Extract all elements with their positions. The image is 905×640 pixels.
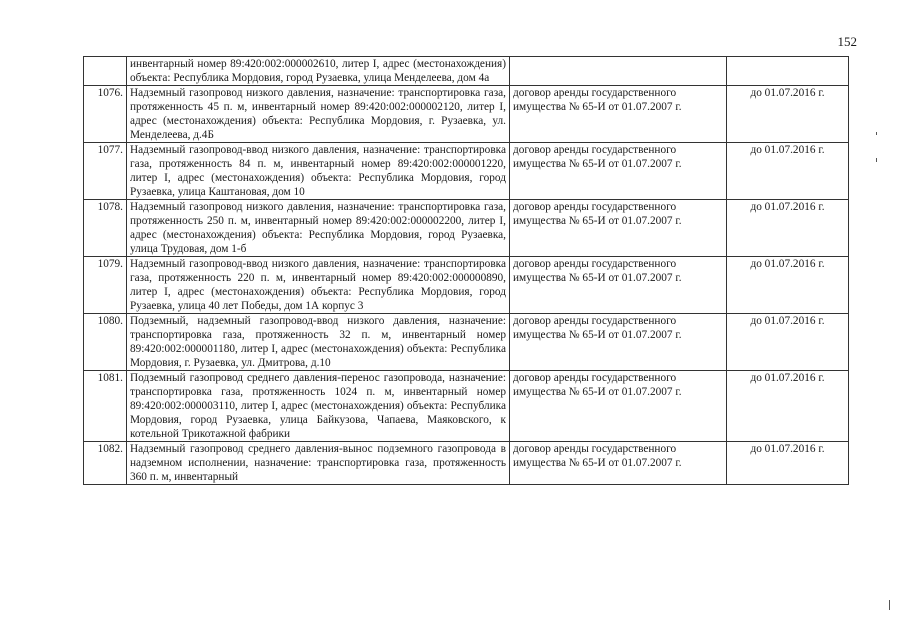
table-row (84, 257, 849, 314)
scan-artifact (889, 600, 890, 610)
lease-document (510, 57, 727, 86)
object-description: Надземный газопровод низкого давления, назначение: транспортировка газа, протяженность 45 п. м, инвентарный номер 89:420:002:000002120, литер I, адрес (местонахождения) объекта: Республика Мордовия, г. Рузаевка, ул. Менделеева, д.4Б (127, 86, 510, 143)
object-description: Надземный газопровод-ввод низкого давления, назначение: транспортировка газа, протяженность 84 п. м, инвентарный номер 89:420:002:000001220, литер I, адрес (местонахождения) объекта: Республика Мордовия, город Рузаевка, улица Каштановая, дом 10 (127, 143, 510, 200)
page-number: 152 (837, 34, 857, 49)
lease-document: договор аренды государственного имущества № 65-И от 01.07.2007 г. (510, 257, 727, 314)
lease-document: договор аренды государственного имущества № 65-И от 01.07.2007 г. (510, 371, 727, 442)
table-row (84, 314, 849, 371)
lease-document: договор аренды государственного имущества № 65-И от 01.07.2007 г. (510, 143, 727, 200)
lease-term: до 01.07.2016 г. (727, 143, 849, 200)
lease-term: до 01.07.2016 г. (727, 371, 849, 442)
table-row (84, 57, 849, 86)
row-number: 1082. (84, 442, 127, 485)
scan-artifact (876, 158, 877, 162)
object-description: инвентарный номер 89:420:002:000002610, литер I, адрес (местонахождения) объекта: Республика Мордовия, город Рузаевка, улица Менделеева, дом 4а (127, 57, 510, 86)
row-number: 1081. (84, 371, 127, 442)
lease-term (727, 57, 849, 86)
row-number: 1079. (84, 257, 127, 314)
lease-term: до 01.07.2016 г. (727, 200, 849, 257)
lease-document: договор аренды государственного имущества № 65-И от 01.07.2007 г. (510, 314, 727, 371)
scan-artifact (876, 132, 877, 135)
object-description: Надземный газопровод среднего давления-вынос подземного газопровода в надземном исполнении, назначение: транспортировка газа, протяженность 360 п. м, инвентарный (127, 442, 510, 485)
lease-document: договор аренды государственного имущества № 65-И от 01.07.2007 г. (510, 442, 727, 485)
row-number: 1080. (84, 314, 127, 371)
table-row (84, 143, 849, 200)
row-number: 1078. (84, 200, 127, 257)
lease-term: до 01.07.2016 г. (727, 314, 849, 371)
row-number (84, 57, 127, 86)
table-row (84, 200, 849, 257)
property-registry-table (83, 56, 849, 485)
table-row (84, 86, 849, 143)
table-row (84, 442, 849, 485)
table-row (84, 371, 849, 442)
row-number: 1076. (84, 86, 127, 143)
object-description: Подземный, надземный газопровод-ввод низкого давления, назначение: транспортировка газа, протяженность 32 п. м, инвентарный номер 89:420:002:000001180, литер I, адрес (местонахождения) объекта: Республика Мордовия, г. Рузаевка, ул. Дмитрова, д.10 (127, 314, 510, 371)
lease-document: договор аренды государственного имущества № 65-И от 01.07.2007 г. (510, 200, 727, 257)
row-number: 1077. (84, 143, 127, 200)
lease-document: договор аренды государственного имущества № 65-И от 01.07.2007 г. (510, 86, 727, 143)
object-description: Надземный газопровод-ввод низкого давления, назначение: транспортировка газа, протяженность 220 п. м, инвентарный номер 89:420:002:000000890, литер I, адрес (местонахождения) объекта: Республика Мордовия, город Рузаевка, улица 40 лет Победы, дом 1А корпус 3 (127, 257, 510, 314)
object-description: Надземный газопровод низкого давления, назначение: транспортировка газа, протяженность 250 п. м, инвентарный номер 89:420:002:000002200, литер I, адрес (местонахождения) объекта: Республика Мордовия, город Рузаевка, улица Трудовая, дом 1-б (127, 200, 510, 257)
lease-term: до 01.07.2016 г. (727, 86, 849, 143)
lease-term: до 01.07.2016 г. (727, 442, 849, 485)
object-description: Подземный газопровод среднего давления-перенос газопровода, назначение: транспортировка газа, протяженность 1024 п. м, инвентарный номер 89:420:002:000003110, литер I, адрес (местонахождения) объекта: Республика Мордовия, город Рузаевка, улица Байкузова, Чапаева, Маяковского, к котельной Трикотажной фабрики (127, 371, 510, 442)
lease-term: до 01.07.2016 г. (727, 257, 849, 314)
